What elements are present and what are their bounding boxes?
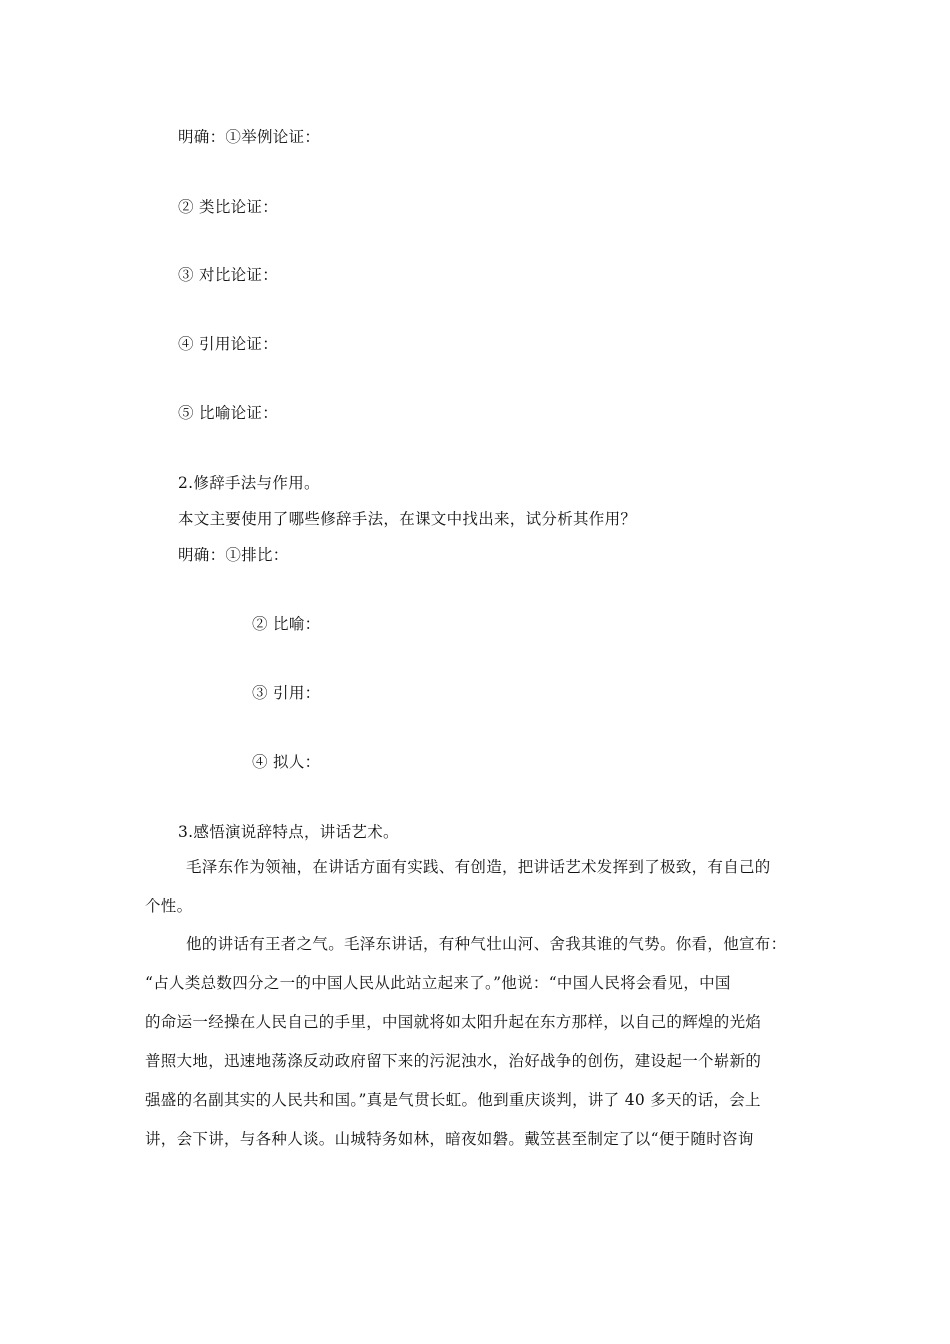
quotation-argument-item: ④ 引用论证： [178,335,279,353]
rhetoric-metaphor-item: ② 比喻： [252,615,321,633]
paragraph-line: 毛泽东作为领袖，在讲话方面有实践、有创造，把讲话艺术发挥到了极致，有自己的 [186,858,771,876]
analogy-argument-item: ② 类比论证： [178,198,279,216]
paragraph-line: 普照大地，迅速地荡涤反动政府留下来的污泥浊水，治好战争的创伤，建设起一个崭新的 [145,1052,762,1070]
rhetoric-heading: 2.修辞手法与作用。 [178,474,320,492]
paragraph-line: 个性。 [145,897,193,915]
paragraph-line: 他的讲话有王者之气。毛泽东讲话，有种气壮山河、舍我其谁的气势。你看，他宣布： [186,935,787,953]
paragraph-line: 讲，会下讲，与各种人谈。山城特务如林，暗夜如磐。戴笠甚至制定了以“便于随时咨询 [145,1130,754,1148]
rhetoric-answer-label: 明确：①排比： [178,546,289,564]
paragraph-line: “占人类总数四分之一的中国人民从此站立起来了。”他说：“中国人民将会看见，中国 [145,974,731,992]
metaphor-argument-item: ⑤ 比喻论证： [178,404,279,422]
rhetoric-personification-item: ④ 拟人： [252,753,321,771]
speech-art-heading: 3.感悟演说辞特点，讲话艺术。 [178,823,399,841]
rhetoric-question: 本文主要使用了哪些修辞手法，在课文中找出来，试分析其作用？ [178,510,637,528]
paragraph-line: 强盛的名副其实的人民共和国。”真是气贯长虹。他到重庆谈判，讲了 40 多天的话，会上 [145,1091,761,1109]
rhetoric-quotation-item: ③ 引用： [252,684,321,702]
contrast-argument-item: ③ 对比论证： [178,266,279,284]
argument-answer-label: 明确：①举例论证： [178,128,321,146]
paragraph-line: 的命运一经操在人民自己的手里，中国就将如太阳升起在东方那样，以自己的辉煌的光焰 [145,1013,762,1031]
